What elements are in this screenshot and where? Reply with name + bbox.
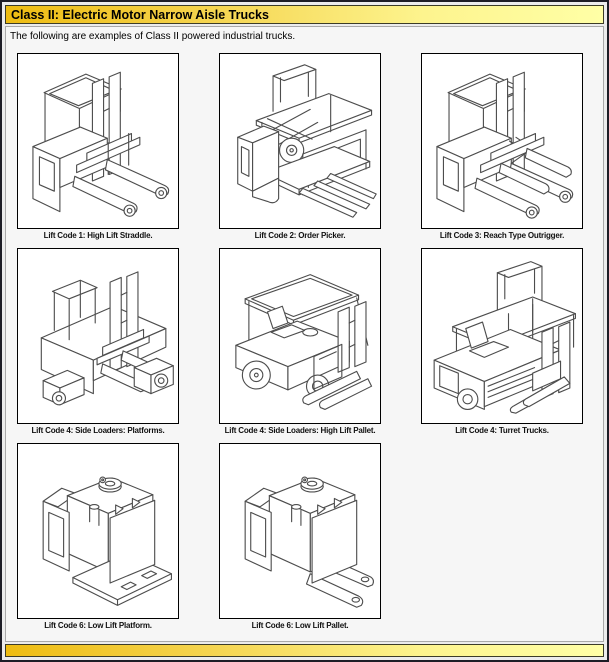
truck-grid [6,43,603,630]
truck-image-box [421,53,583,229]
truck-card-side-loaders-platforms [17,248,179,435]
truck-caption: Lift Code 6: Low Lift Platform. [44,621,152,630]
page-title: Class II: Electric Motor Narrow Aisle Trucks [11,7,269,22]
low-lift-platform-illustration [19,445,177,617]
turret-trucks-illustration [423,250,581,422]
truck-caption: Lift Code 4: Turret Trucks. [455,426,549,435]
truck-image-box [219,443,381,619]
truck-image-box [219,248,381,424]
footer-accent-bar [5,644,604,657]
high-lift-straddle-illustration [19,55,177,227]
truck-image-box [17,443,179,619]
truck-card-order-picker [219,53,381,240]
side-loaders-high-lift-pallet-illustration [221,250,379,422]
side-loaders-platforms-illustration [19,250,177,422]
truck-caption: Lift Code 4: Side Loaders: Platforms. [31,426,165,435]
reach-type-outrigger-illustration [423,55,581,227]
truck-card-reach-type-outrigger [421,53,583,240]
truck-caption: Lift Code 2: Order Picker. [254,231,346,240]
truck-card-low-lift-platform [17,443,179,630]
truck-card-high-lift-straddle [17,53,179,240]
order-picker-illustration [221,55,379,227]
page-header-banner [5,5,604,24]
truck-card-low-lift-pallet [219,443,381,630]
truck-caption: Lift Code 3: Reach Type Outrigger. [439,231,565,240]
content-panel [5,26,604,642]
low-lift-pallet-illustration [221,445,379,617]
truck-card-side-loaders-high-lift-pallet [219,248,381,435]
truck-image-box [17,53,179,229]
truck-caption: Lift Code 1: High Lift Straddle. [43,231,153,240]
intro-text: The following are examples of Class II powered industrial trucks. [10,31,296,42]
truck-image-box [421,248,583,424]
truck-caption: Lift Code 6: Low Lift Pallet. [251,621,349,630]
truck-card-turret-trucks [421,248,583,435]
truck-caption: Lift Code 4: Side Loaders: High Lift Pallet. [224,426,376,435]
truck-image-box [219,53,381,229]
truck-image-box [17,248,179,424]
